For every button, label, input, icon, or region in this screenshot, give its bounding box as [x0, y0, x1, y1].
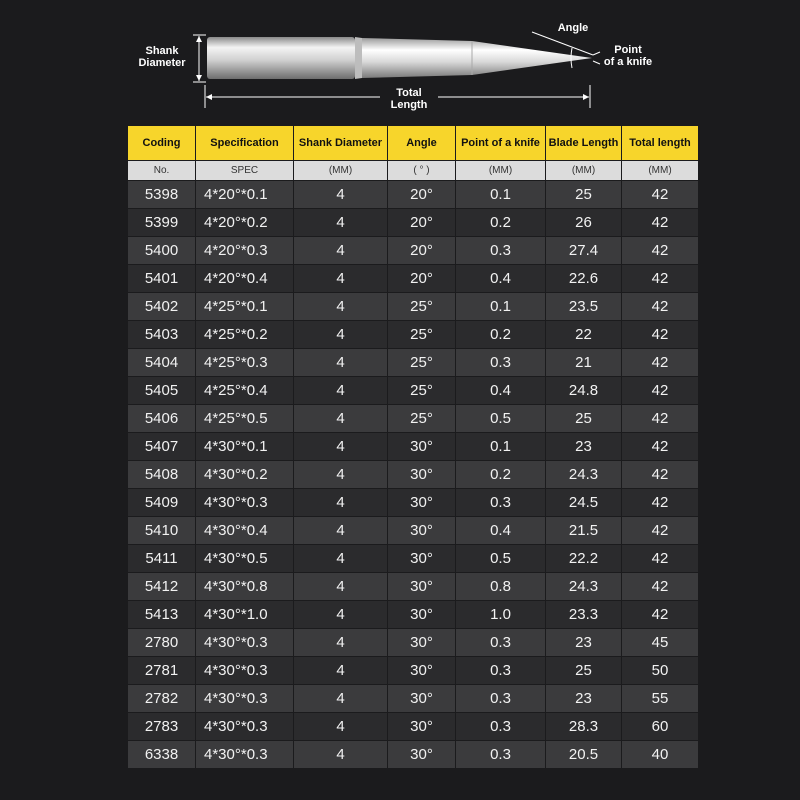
cell-coding: 5408 [128, 461, 196, 489]
cell-specification: 4*30°*0.3 [196, 657, 294, 685]
cell-blade-length: 24.3 [546, 573, 622, 601]
cell-point-of-knife: 0.3 [456, 685, 546, 713]
cell-coding: 5405 [128, 377, 196, 405]
cell-total-length: 42 [622, 349, 699, 377]
table-row [128, 601, 699, 629]
subheader-blade-unit: (MM) [546, 161, 622, 181]
table-row [128, 573, 699, 601]
table-row [128, 629, 699, 657]
cell-blade-length: 23 [546, 629, 622, 657]
cell-shank-diameter: 4 [294, 601, 388, 629]
table-row [128, 377, 699, 405]
cell-specification: 4*30°*0.3 [196, 713, 294, 741]
subheader-row [128, 161, 699, 181]
cell-blade-length: 26 [546, 209, 622, 237]
cell-specification: 4*20°*0.1 [196, 181, 294, 209]
cell-specification: 4*25°*0.5 [196, 405, 294, 433]
cell-blade-length: 21.5 [546, 517, 622, 545]
cell-point-of-knife: 0.3 [456, 741, 546, 769]
spec-table [127, 125, 699, 769]
cell-total-length: 40 [622, 741, 699, 769]
cell-total-length: 42 [622, 517, 699, 545]
total-length-label: Total Length [390, 87, 428, 111]
cell-point-of-knife: 0.1 [456, 181, 546, 209]
shank-diameter-label: Shank Diameter [138, 45, 186, 69]
cell-blade-length: 22.6 [546, 265, 622, 293]
cell-total-length: 45 [622, 629, 699, 657]
subheader-total-unit: (MM) [622, 161, 699, 181]
cell-point-of-knife: 0.3 [456, 629, 546, 657]
cell-specification: 4*30°*0.3 [196, 685, 294, 713]
table-row [128, 349, 699, 377]
cell-shank-diameter: 4 [294, 181, 388, 209]
cell-total-length: 42 [622, 433, 699, 461]
cell-shank-diameter: 4 [294, 209, 388, 237]
cell-coding: 5398 [128, 181, 196, 209]
subheader-shank-unit: (MM) [294, 161, 388, 181]
cell-blade-length: 23.5 [546, 293, 622, 321]
cell-total-length: 42 [622, 265, 699, 293]
cell-specification: 4*30°*0.2 [196, 461, 294, 489]
cell-angle: 20° [388, 181, 456, 209]
table-row [128, 209, 699, 237]
cell-shank-diameter: 4 [294, 237, 388, 265]
cell-shank-diameter: 4 [294, 461, 388, 489]
cell-point-of-knife: 0.3 [456, 349, 546, 377]
cell-coding: 5411 [128, 545, 196, 573]
cell-blade-length: 23 [546, 433, 622, 461]
cell-total-length: 42 [622, 293, 699, 321]
cell-angle: 30° [388, 713, 456, 741]
cell-shank-diameter: 4 [294, 685, 388, 713]
cell-shank-diameter: 4 [294, 741, 388, 769]
cell-blade-length: 22 [546, 321, 622, 349]
table-row [128, 265, 699, 293]
cell-shank-diameter: 4 [294, 713, 388, 741]
cell-total-length: 42 [622, 461, 699, 489]
cell-total-length: 42 [622, 377, 699, 405]
cell-specification: 4*30°*0.1 [196, 433, 294, 461]
cell-point-of-knife: 0.8 [456, 573, 546, 601]
cell-blade-length: 24.3 [546, 461, 622, 489]
cell-blade-length: 23.3 [546, 601, 622, 629]
table-row [128, 237, 699, 265]
cell-point-of-knife: 0.2 [456, 461, 546, 489]
cell-blade-length: 28.3 [546, 713, 622, 741]
cell-coding: 5413 [128, 601, 196, 629]
cell-shank-diameter: 4 [294, 433, 388, 461]
cell-specification: 4*30°*1.0 [196, 601, 294, 629]
header-specification: Specification [196, 126, 294, 161]
cell-angle: 30° [388, 517, 456, 545]
cell-blade-length: 25 [546, 657, 622, 685]
cell-angle: 30° [388, 573, 456, 601]
cell-specification: 4*25°*0.2 [196, 321, 294, 349]
cell-angle: 25° [388, 349, 456, 377]
table-row [128, 685, 699, 713]
cell-blade-length: 20.5 [546, 741, 622, 769]
cell-coding: 5402 [128, 293, 196, 321]
cell-shank-diameter: 4 [294, 349, 388, 377]
cell-coding: 5400 [128, 237, 196, 265]
cell-coding: 5409 [128, 489, 196, 517]
cell-total-length: 42 [622, 489, 699, 517]
cell-shank-diameter: 4 [294, 405, 388, 433]
cell-point-of-knife: 0.3 [456, 657, 546, 685]
table-row [128, 517, 699, 545]
cell-total-length: 42 [622, 237, 699, 265]
cell-coding: 5404 [128, 349, 196, 377]
cell-blade-length: 24.8 [546, 377, 622, 405]
cell-point-of-knife: 0.3 [456, 237, 546, 265]
cell-angle: 25° [388, 377, 456, 405]
cell-specification: 4*30°*0.3 [196, 629, 294, 657]
subheader-angle-unit: ( ° ) [388, 161, 456, 181]
header-shank-diameter: Shank Diameter [294, 126, 388, 161]
cell-shank-diameter: 4 [294, 629, 388, 657]
header-point-of-knife: Point of a knife [456, 126, 546, 161]
cell-specification: 4*25°*0.4 [196, 377, 294, 405]
cell-coding: 5401 [128, 265, 196, 293]
cell-angle: 30° [388, 489, 456, 517]
cell-coding: 5410 [128, 517, 196, 545]
shank-dimension [193, 35, 206, 82]
table-row [128, 405, 699, 433]
cell-point-of-knife: 1.0 [456, 601, 546, 629]
cell-blade-length: 22.2 [546, 545, 622, 573]
cell-angle: 20° [388, 265, 456, 293]
cell-total-length: 42 [622, 545, 699, 573]
bit-body [207, 37, 592, 79]
cell-angle: 30° [388, 461, 456, 489]
cell-specification: 4*20°*0.3 [196, 237, 294, 265]
table-row [128, 713, 699, 741]
header-coding: Coding [128, 126, 196, 161]
cell-coding: 5406 [128, 405, 196, 433]
cell-point-of-knife: 0.3 [456, 713, 546, 741]
cell-angle: 30° [388, 601, 456, 629]
cell-shank-diameter: 4 [294, 377, 388, 405]
tool-diagram [0, 0, 800, 122]
cell-shank-diameter: 4 [294, 293, 388, 321]
cell-specification: 4*20°*0.2 [196, 209, 294, 237]
table-row [128, 657, 699, 685]
cell-blade-length: 21 [546, 349, 622, 377]
table-row [128, 461, 699, 489]
table-row [128, 741, 699, 769]
table-row [128, 545, 699, 573]
cell-specification: 4*20°*0.4 [196, 265, 294, 293]
cell-angle: 25° [388, 405, 456, 433]
cell-angle: 30° [388, 545, 456, 573]
cell-specification: 4*25°*0.1 [196, 293, 294, 321]
cell-coding: 5403 [128, 321, 196, 349]
cell-shank-diameter: 4 [294, 517, 388, 545]
cell-point-of-knife: 0.3 [456, 489, 546, 517]
cell-specification: 4*30°*0.4 [196, 517, 294, 545]
cell-blade-length: 25 [546, 405, 622, 433]
cell-total-length: 42 [622, 573, 699, 601]
cell-coding: 2780 [128, 629, 196, 657]
cell-shank-diameter: 4 [294, 573, 388, 601]
cell-coding: 2783 [128, 713, 196, 741]
header-angle: Angle [388, 126, 456, 161]
cell-coding: 5412 [128, 573, 196, 601]
cell-coding: 5399 [128, 209, 196, 237]
cell-shank-diameter: 4 [294, 545, 388, 573]
cell-point-of-knife: 0.4 [456, 517, 546, 545]
cell-blade-length: 24.5 [546, 489, 622, 517]
cell-specification: 4*30°*0.3 [196, 489, 294, 517]
cell-point-of-knife: 0.5 [456, 545, 546, 573]
cell-angle: 20° [388, 237, 456, 265]
cell-angle: 25° [388, 293, 456, 321]
cell-coding: 6338 [128, 741, 196, 769]
cell-blade-length: 25 [546, 181, 622, 209]
cell-point-of-knife: 0.1 [456, 293, 546, 321]
point-of-knife-label: Point of a knife [603, 44, 653, 68]
cell-shank-diameter: 4 [294, 489, 388, 517]
cell-blade-length: 27.4 [546, 237, 622, 265]
table-row [128, 293, 699, 321]
cell-angle: 30° [388, 685, 456, 713]
cell-point-of-knife: 0.2 [456, 321, 546, 349]
table-body [128, 181, 699, 769]
cell-angle: 30° [388, 629, 456, 657]
cell-total-length: 42 [622, 209, 699, 237]
cell-coding: 5407 [128, 433, 196, 461]
cell-angle: 30° [388, 433, 456, 461]
cell-specification: 4*30°*0.5 [196, 545, 294, 573]
header-total-length: Total length [622, 126, 699, 161]
cell-angle: 20° [388, 209, 456, 237]
cell-total-length: 55 [622, 685, 699, 713]
cell-angle: 25° [388, 321, 456, 349]
cell-angle: 30° [388, 657, 456, 685]
cell-point-of-knife: 0.4 [456, 265, 546, 293]
cell-total-length: 42 [622, 601, 699, 629]
cell-specification: 4*25°*0.3 [196, 349, 294, 377]
header-blade-length: Blade Length [546, 126, 622, 161]
cell-total-length: 42 [622, 405, 699, 433]
angle-label: Angle [557, 22, 589, 34]
cell-blade-length: 23 [546, 685, 622, 713]
cell-specification: 4*30°*0.3 [196, 741, 294, 769]
cell-shank-diameter: 4 [294, 265, 388, 293]
subheader-no: No. [128, 161, 196, 181]
cell-point-of-knife: 0.1 [456, 433, 546, 461]
cell-total-length: 50 [622, 657, 699, 685]
table-row [128, 489, 699, 517]
cell-shank-diameter: 4 [294, 657, 388, 685]
table-row [128, 433, 699, 461]
cell-total-length: 42 [622, 321, 699, 349]
cell-point-of-knife: 0.2 [456, 209, 546, 237]
table-row [128, 321, 699, 349]
cell-angle: 30° [388, 741, 456, 769]
cell-shank-diameter: 4 [294, 321, 388, 349]
subheader-spec: SPEC [196, 161, 294, 181]
cell-total-length: 60 [622, 713, 699, 741]
cell-total-length: 42 [622, 181, 699, 209]
cell-specification: 4*30°*0.8 [196, 573, 294, 601]
cell-coding: 2781 [128, 657, 196, 685]
subheader-point-unit: (MM) [456, 161, 546, 181]
cell-coding: 2782 [128, 685, 196, 713]
cell-point-of-knife: 0.4 [456, 377, 546, 405]
header-row [128, 126, 699, 161]
cell-point-of-knife: 0.5 [456, 405, 546, 433]
table-row [128, 181, 699, 209]
